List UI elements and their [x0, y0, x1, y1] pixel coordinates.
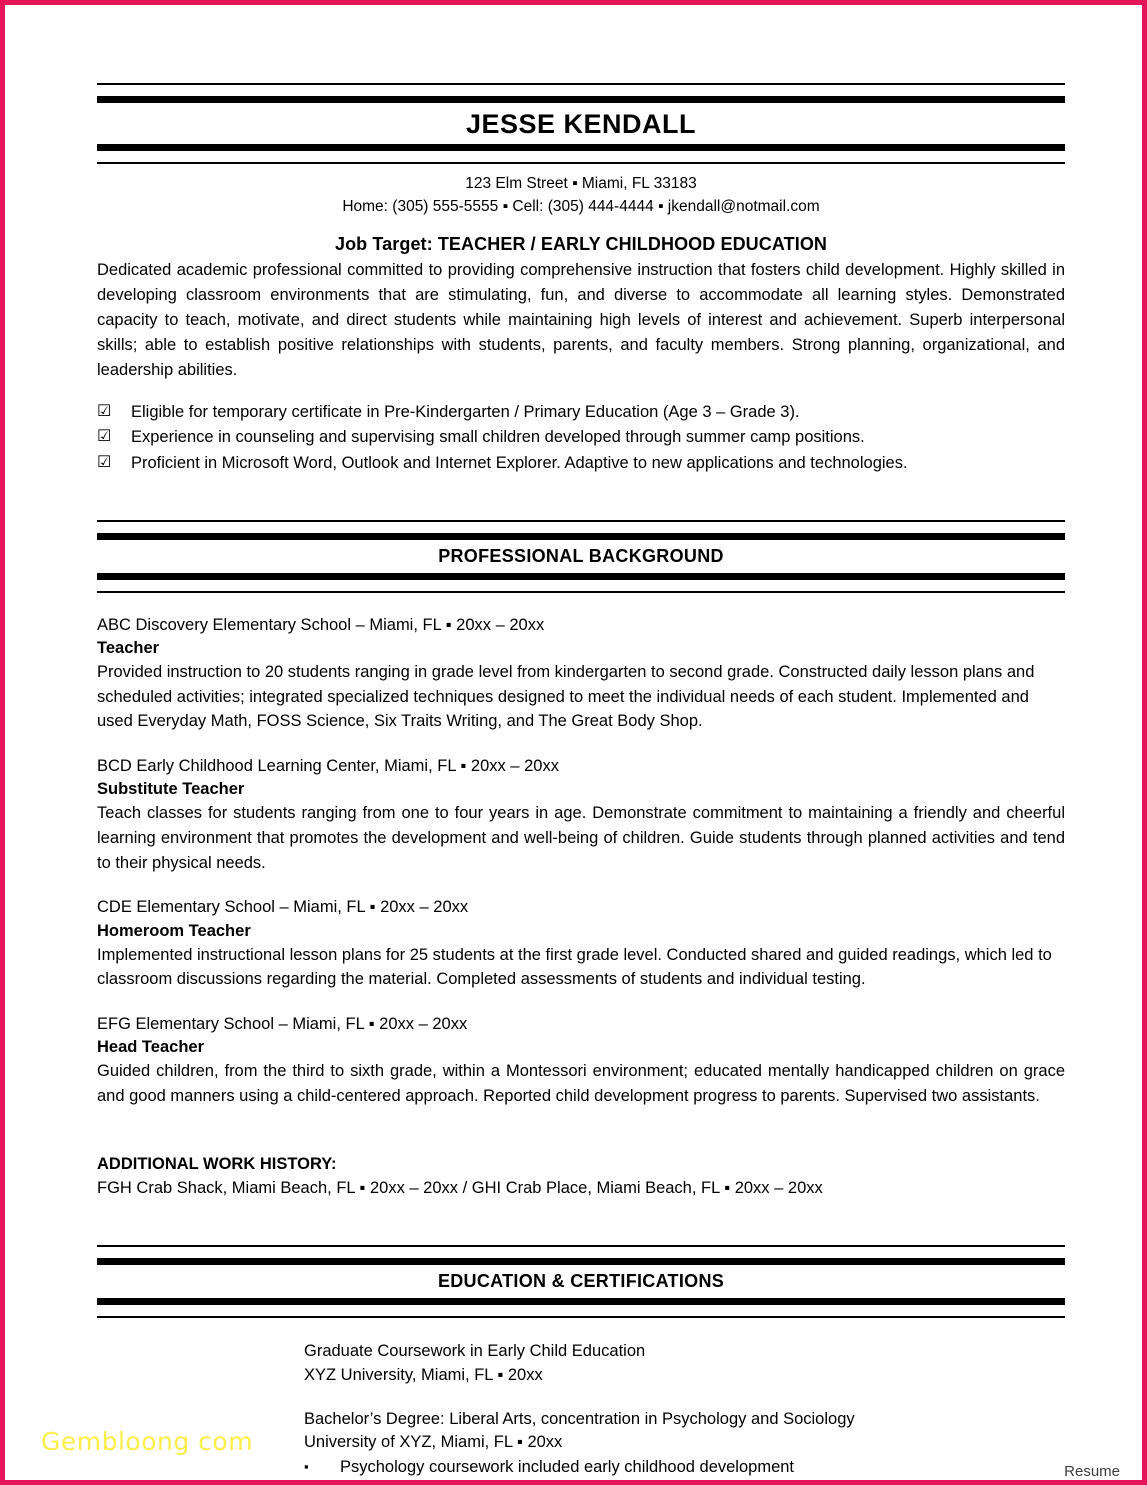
square-bullet-icon: ▪ — [304, 1459, 309, 1475]
education-school: XYZ University, Miami, FL ▪ 20xx — [304, 1365, 543, 1384]
candidate-name: JESSE KENDALL — [465, 109, 697, 139]
education-school: University of XYZ, Miami, FL ▪ 20xx — [304, 1433, 563, 1452]
experience-company: CDE Elementary School – Miami, FL ▪ 20xx – 20xx — [97, 898, 469, 917]
highlight-text: Proficient in Microsoft Word, Outlook and Internet Explorer. Adaptive to new applications and technologies. — [131, 453, 908, 472]
experience-role: Substitute Teacher — [97, 780, 245, 799]
experience-description: Guided children, from the third to sixth grade, within a Montessori environment; educated mentally handicapped children on grace and good manners using a child-centered approach. Reported child development progress to parents. Supervised two assistants. — [97, 1062, 1065, 1106]
experience-company: BCD Early Childhood Learning Center, Miami, FL ▪ 20xx – 20xx — [97, 757, 559, 776]
resume-content — [97, 83, 1065, 1480]
highlight-text: Experience in counseling and supervising small children developed through summer camp positions. — [131, 428, 865, 447]
education-degree: Bachelor’s Degree: Liberal Arts, concentration in Psychology and Sociology — [304, 1409, 855, 1428]
section-rule-bottom — [97, 573, 1065, 593]
professional-summary: Dedicated academic professional committed to providing comprehensive instruction that fosters child development. Highly skilled in developing classroom environments that are stimulating, fun, and diverse to accommodate all learning styles. Demonstrated capacity to teach, motivate, and direct students while maintaining high levels of interest and achievement. Superb interpersonal skills; able to establish positive relationships with students, parents, and faculty members. Strong planning, organizational, and leadership abilities. — [97, 260, 1065, 380]
additional-work-history-line: FGH Crab Shack, Miami Beach, FL ▪ 20xx – 20xx / GHI Crab Place, Miami Beach, FL ▪ 20xx – 20xx — [97, 1178, 823, 1197]
section-rule-top — [97, 1245, 1065, 1265]
address-line: 123 Elm Street ▪ Miami, FL 33183 — [465, 175, 697, 193]
list-item — [97, 400, 1065, 425]
experience-role: Homeroom Teacher — [97, 921, 251, 940]
contact-block — [97, 173, 1065, 218]
name-header-block — [97, 83, 1065, 164]
experience-description: Implemented instructional lesson plans for 25 students at the first grade level. Conducted shared and guided readings, which led to classroom discussions regarding the material. Completed assessments of students and individual testing. — [97, 945, 1052, 989]
section-education — [97, 1245, 1065, 1318]
highlights-list — [97, 400, 1065, 475]
list-item — [304, 1456, 1065, 1480]
additional-work-history — [97, 1153, 1065, 1201]
list-item — [97, 451, 1065, 476]
section-professional-background — [97, 520, 1065, 593]
contact-line: Home: (305) 555-5555 ▪ Cell: (305) 444-4444 ▪ jkendall@notmail.com — [342, 197, 820, 215]
section-title: PROFESSIONAL BACKGROUND — [438, 545, 724, 566]
checked-box-icon: ☑ — [97, 453, 112, 471]
additional-work-history-title: ADDITIONAL WORK HISTORY: — [97, 1154, 337, 1173]
experience-entry — [97, 1013, 1065, 1109]
name-band — [97, 103, 1065, 144]
experience-role: Head Teacher — [97, 1038, 204, 1057]
header-rule-top — [97, 83, 1065, 103]
section-title: EDUCATION & CERTIFICATIONS — [437, 1270, 725, 1291]
paper-sheet — [5, 5, 1142, 1480]
experience-company: ABC Discovery Elementary School – Miami, FL ▪ 20xx – 20xx — [97, 615, 545, 634]
experience-entry — [97, 755, 1065, 875]
section-rule-top — [97, 520, 1065, 540]
experience-role: Teacher — [97, 638, 160, 657]
education-bullet-text: Psychology coursework included early childhood development — [340, 1458, 795, 1477]
education-entry — [304, 1340, 1065, 1388]
footer-label: Resume — [1064, 1463, 1120, 1480]
checked-box-icon: ☑ — [97, 428, 112, 446]
experience-company: EFG Elementary School – Miami, FL ▪ 20xx – 20xx — [97, 1015, 468, 1034]
watermark: Gembloong com — [41, 1427, 254, 1456]
education-entry — [304, 1408, 1065, 1481]
experience-entry — [97, 896, 1065, 992]
header-rule-bottom — [97, 144, 1065, 164]
experience-description: Provided instruction to 20 students ranging in grade level from kindergarten to second grade. Constructed daily lesson plans and scheduled activities; integrated specialized techniques designed to meet the individual needs of each student. Implemented and used Everyday Math, FOSS Science, Six Traits Writing, and The Great Body Shop. — [97, 662, 1035, 731]
checked-box-icon: ☑ — [97, 403, 112, 421]
highlight-text: Eligible for temporary certificate in Pre-Kindergarten / Primary Education (Age 3 – Grade 3). — [131, 403, 800, 422]
section-rule-bottom — [97, 1298, 1065, 1318]
job-target-heading: Job Target: TEACHER / EARLY CHILDHOOD EDUCATION — [334, 233, 828, 254]
education-list — [97, 1340, 1065, 1481]
experience-description: Teach classes for students ranging from one to four years in age. Demonstrate commitment to maintaining a friendly and cheerful learning environment that promotes the development and well-being of children. Guide students through planned activities and tend to their physical needs. — [97, 804, 1065, 872]
list-item — [97, 425, 1065, 450]
experience-entry — [97, 614, 1065, 734]
education-degree: Graduate Coursework in Early Child Education — [304, 1341, 646, 1360]
